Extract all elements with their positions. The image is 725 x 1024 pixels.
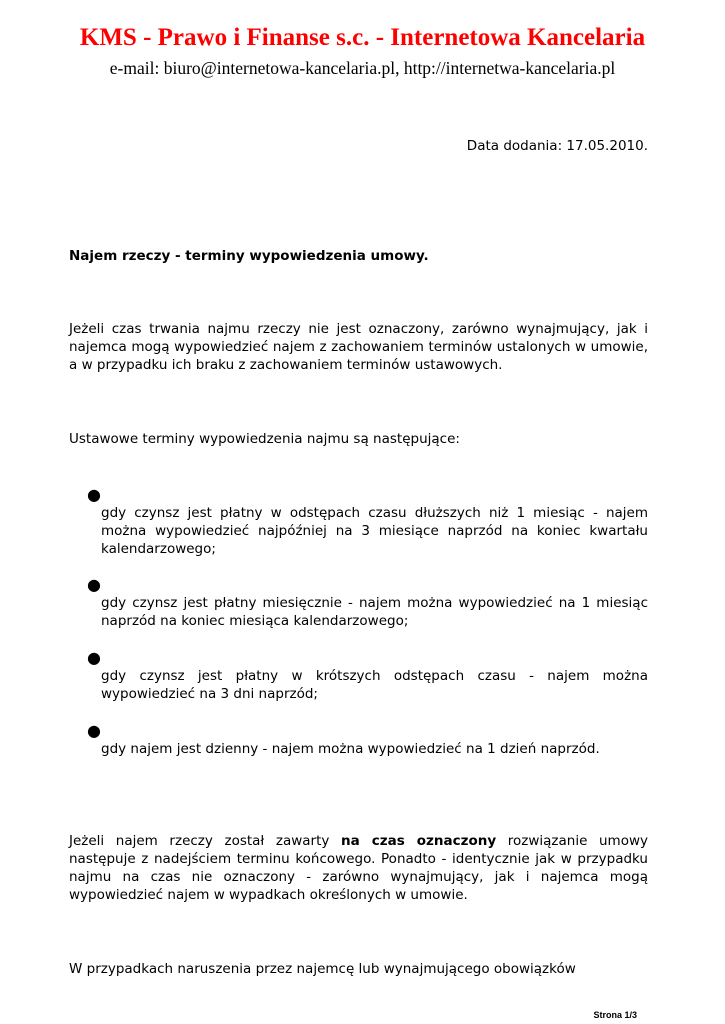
paragraph-fixed-term <box>69 832 648 904</box>
date-added: Data dodania: 17.05.2010. <box>466 138 648 154</box>
bullet-icon: ● <box>87 575 101 594</box>
paragraph-text: rozwiązanie umowy następuje z nadejściem terminu końcowego. Ponadto - identycznie jak w przypadku najmu na czas nie oznaczony - zarówno wynajmujący, jak i najemca mogą wypowiedzieć najem w wypadkach określonych w umowie. <box>69 833 648 903</box>
bullet-icon: ● <box>87 721 101 740</box>
list-item-text: gdy czynsz jest płatny w odstępach czasu dłuższych niż 1 miesiąc - najem można wypowiedzieć najpóźniej na 3 miesiące naprzód na koniec kwartału kalendarzowego; <box>101 505 648 557</box>
paragraph-text: Jeżeli najem rzeczy został zawarty <box>69 833 341 849</box>
header-title: KMS - Prawo i Finanse s.c. - Internetowa Kancelaria <box>79 24 646 51</box>
list-item-text: gdy czynsz jest płatny w krótszych odstępach czasu - najem można wypowiedzieć na 3 dni naprzód; <box>101 668 648 702</box>
document-title: Najem rzeczy - terminy wypowiedzenia umowy. <box>69 248 429 264</box>
bullet-icon: ● <box>87 485 101 504</box>
list-item-text: gdy najem jest dzienny - najem można wypowiedzieć na 1 dzień naprzód. <box>101 741 600 757</box>
page-number: Strona 1/3 <box>593 1010 637 1020</box>
list-item-text: gdy czynsz jest płatny miesięcznie - najem można wypowiedzieć na 1 miesiąc naprzód na koniec miesiąca kalendarzowego; <box>101 595 648 629</box>
bullet-icon: ● <box>87 648 101 667</box>
paragraph-intro: Jeżeli czas trwania najmu rzeczy nie jest oznaczony, zarówno wynajmujący, jak i najemca mogą wypowiedzieć najem z zachowaniem terminów ustalonych w umowie, a w przypadku ich braku z zachowaniem terminów ustawowych. <box>69 321 648 373</box>
paragraph-statutory-terms: Ustawowe terminy wypowiedzenia najmu są następujące: <box>69 431 460 447</box>
header-contact: e-mail: biuro@internetowa-kancelaria.pl, http://internetwa-kancelaria.pl <box>109 58 616 78</box>
emphasis-fixed-term: na czas oznaczony <box>340 833 497 849</box>
paragraph-breach: W przypadkach naruszenia przez najemcę lub wynajmującego obowiązków <box>69 961 576 977</box>
